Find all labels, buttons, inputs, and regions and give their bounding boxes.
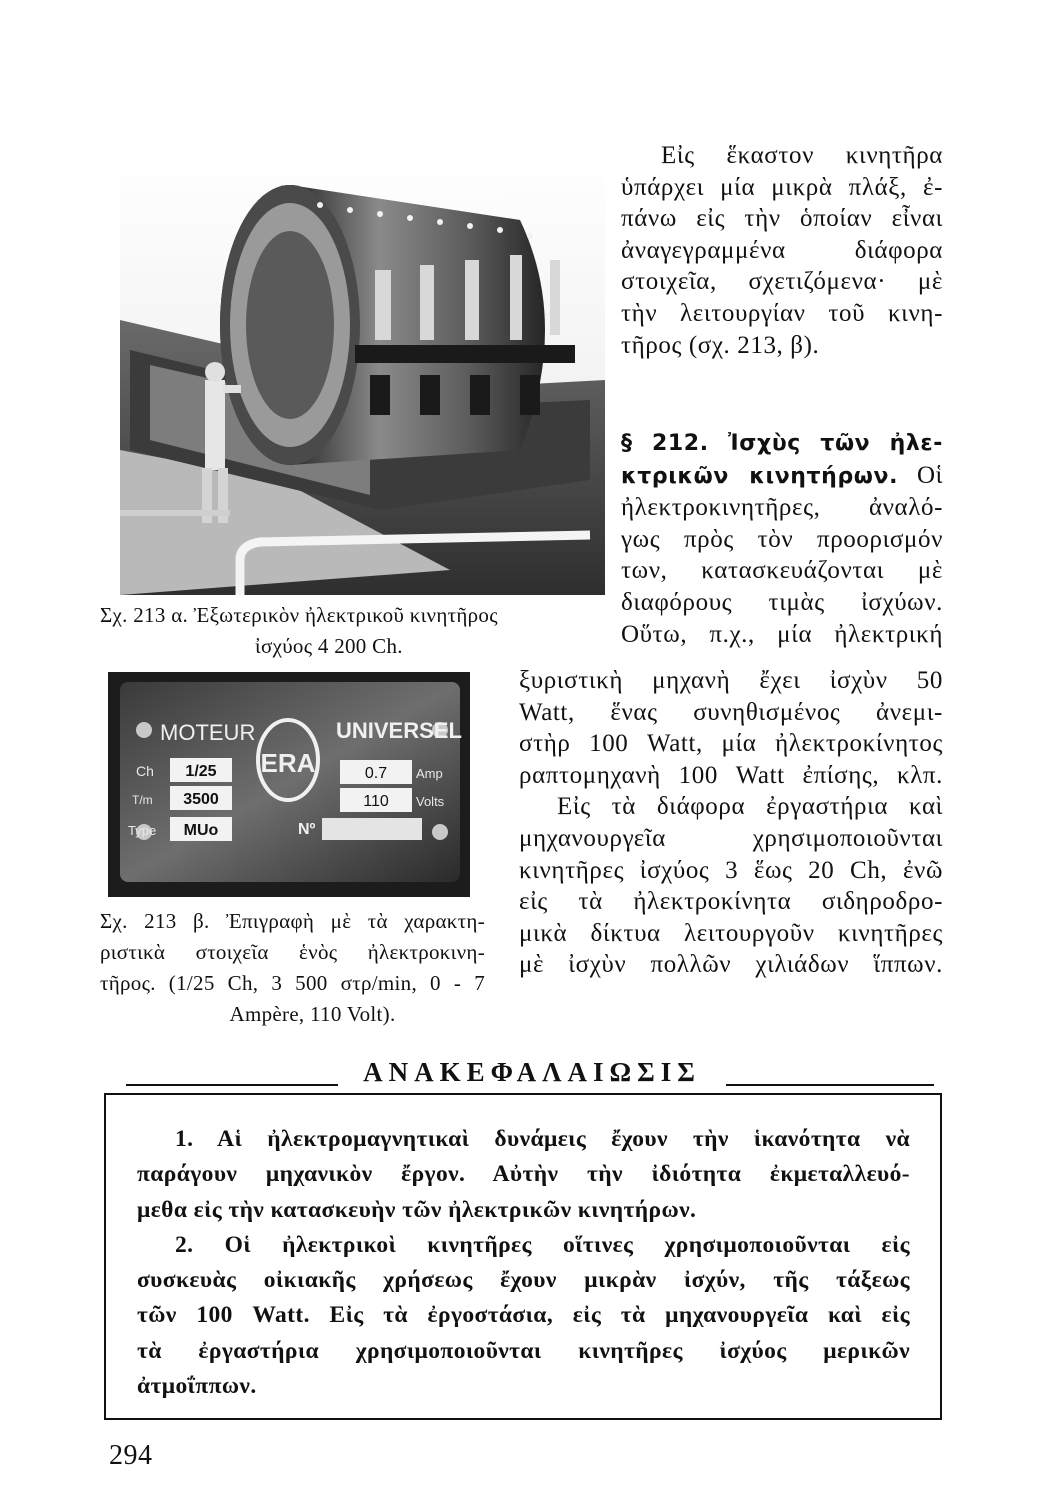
text-line: Watt, ἕνας συνηθισμένος ἀνεμι- — [519, 698, 943, 726]
text-line: μικὰ δίκτυα λειτουργοῦν κινητῆρες — [519, 919, 943, 947]
text-line: Εἰς ἕκαστον κινητῆρα — [661, 142, 943, 169]
motor-photo — [120, 150, 605, 595]
text-line: ραπτομηχανὴ 100 Watt ἐπίσης, κλπ. — [519, 761, 943, 789]
divider — [726, 1084, 934, 1086]
text-line: κινητῆρες ἰσχύος 3 ἕως 20 Ch, ἐνῶ — [519, 856, 943, 884]
summary-line: συσκευὰς οἰκιακῆς χρήσεως ἔχουν μικρὰν ἰσχύν, τῆς τάξεως — [137, 1267, 910, 1294]
summary-line: τῶν 100 Watt. Εἰς τὰ ἐργοστάσια, εἰς τὰ μηχανουργεῖα καὶ εἰς — [137, 1302, 910, 1329]
plate-volts-value: 110 — [363, 793, 389, 810]
figure-a-caption-line1: Σχ. 213 α. Ἐξωτερικὸν ἠλεκτρικοῦ κινητῆρος — [100, 603, 498, 627]
summary-line: ἀτμοΐππων. — [137, 1373, 257, 1400]
plate-no-label: Nº — [298, 821, 316, 838]
plate-brand-left: MOTEUR — [160, 720, 256, 745]
text-line: μηχανουργεῖα χρησιμοποιοῦνται — [519, 824, 943, 852]
page-number: 294 — [109, 1440, 153, 1471]
section-heading: § 212. Ἰσχὺς τῶν ἠλε- — [621, 431, 943, 456]
plate-brand-right: UNIVERSEL — [336, 718, 462, 743]
figure-b-caption-line: Σχ. 213 β. Ἐπιγραφὴ μὲ τὰ χαρακτη- — [100, 909, 485, 933]
plate-tm-label: T/m — [132, 793, 153, 807]
text-line: πάνω εἰς τὴν ὁποίαν εἶναι — [621, 205, 943, 233]
text-fragment: Οἱ — [917, 461, 943, 489]
text-line: στοιχεῖα, σχετιζόμενα· μὲ — [621, 268, 943, 296]
text-line: στὴρ 100 Watt, μία ἠλεκτροκίνητος — [519, 730, 943, 758]
plate-amp-label: Amp — [416, 766, 443, 781]
text-line: των, κατασκευάζονται μὲ — [621, 557, 943, 585]
plate-volts-label: Volts — [416, 794, 445, 809]
plate-type-value: MUo — [183, 822, 219, 839]
text-line: Εἰς τὰ διάφορα ἐργαστήρια καὶ — [557, 793, 943, 821]
summary-line: 2. Οἱ ἠλεκτρικοὶ κινητῆρες οἵτινες χρησιμοποιοῦνται εἰς — [175, 1231, 910, 1258]
text-line: εἰς τὰ ἠλεκτροκίνητα σιδηροδρο- — [519, 888, 943, 916]
text-line: μὲ ἰσχὺν πολλῶν χιλιάδων ἵππων. — [519, 951, 943, 979]
section-212 — [621, 428, 943, 650]
summary-text — [137, 1122, 910, 1404]
summary-line: μεθα εἰς τὴν κατασκευὴν τῶν ἠλεκτρικῶν κινητήρων. — [137, 1196, 697, 1223]
plate-logo: ERA — [260, 748, 316, 778]
nameplate-photo — [108, 672, 470, 897]
summary-line: 1. Αἱ ἠλεκτρομαγνητικαὶ δυνάμεις ἔχουν τὴν ἱκανότητα νὰ — [175, 1126, 910, 1152]
intro-paragraph — [621, 140, 943, 361]
section-heading-cont: κτρικῶν κινητήρων. — [621, 463, 899, 489]
summary-heading — [126, 1057, 934, 1097]
text-line: τῆρος (σχ. 213, β). — [621, 331, 820, 359]
section-212-continued — [519, 665, 943, 981]
figure-b-caption-line: τῆρος. (1/25 Ch, 3 500 στρ/min, 0 - 7 — [100, 971, 485, 995]
plate-tm-value: 3500 — [183, 791, 219, 808]
text-line: ἠλεκτροκινητῆρες, ἀναλό- — [621, 494, 943, 522]
divider — [126, 1084, 338, 1086]
summary-title: ΑΝΑΚΕΦΑΛΑΙΩΣΙΣ — [363, 1057, 701, 1087]
text-line: ὑπάρχει μία μικρὰ πλάξ, ἐ- — [621, 173, 943, 201]
text-line: ἀναγεγραμμένα διάφορα — [621, 236, 943, 264]
plate-ch-label: Ch — [136, 763, 154, 779]
text-line: Οὕτω, π.χ., μία ἠλεκτρική — [621, 620, 943, 648]
plate-ch-value: 1/25 — [185, 763, 217, 780]
figure-b-caption-line: ριστικὰ στοιχεῖα ἑνὸς ἠλεκτροκινη- — [100, 940, 485, 964]
text-line: ξυριστικὴ μηχανὴ ἔχει ἰσχὺν 50 — [519, 667, 943, 694]
figure-b-caption — [100, 906, 485, 1030]
text-line: γως πρὸς τὸν προορισμόν — [621, 525, 943, 553]
plate-type-label: Type — [128, 823, 157, 838]
plate-amp-value: 0.7 — [364, 765, 388, 782]
figure-b-caption-line: Ampère, 110 Volt). — [229, 1002, 396, 1026]
text-line: τὴν λειτουργίαν τοῦ κινη- — [621, 299, 943, 327]
summary-line: παράγουν μηχανικὸν ἔργον. Αὐτὴν τὴν ἰδιότητα ἐκμεταλλευό- — [137, 1161, 910, 1188]
figure-a-caption — [100, 600, 600, 662]
text-line: διαφόρους τιμὰς ἰσχύων. — [621, 588, 943, 616]
summary-line: τὰ ἐργαστήρια χρησιμοποιοῦνται κινητῆρες ἰσχύος μερικῶν — [137, 1337, 910, 1364]
figure-a-caption-line2: ἰσχύος 4 200 Ch. — [255, 634, 403, 658]
